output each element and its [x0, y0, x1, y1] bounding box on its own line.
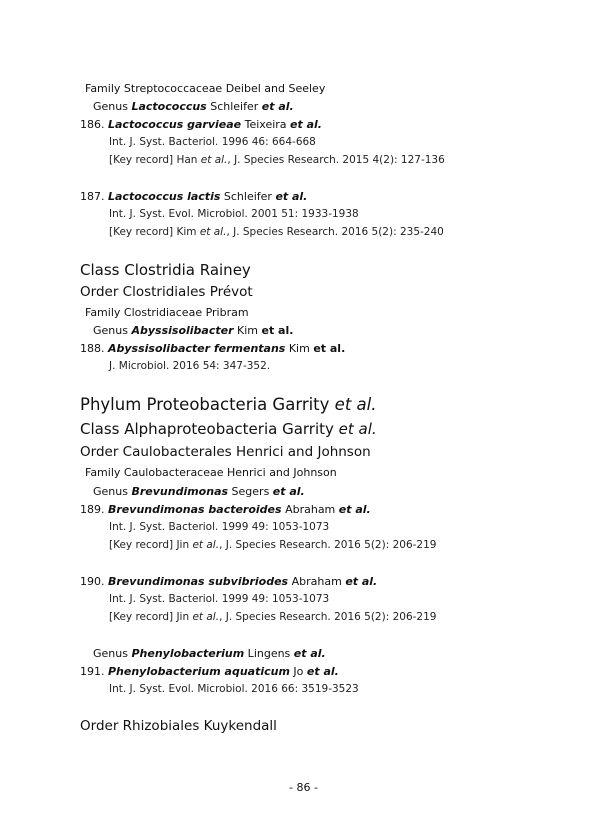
citation: Int. J. Syst. Bacteriol. 1999 49: 1053-1073	[109, 521, 330, 533]
genus-heading: Genus Phenylobacterium Lingens et al.	[93, 647, 326, 660]
genus-heading: Genus Abyssisolibacter Kim et al.	[93, 324, 294, 337]
species-entry: 191. Phenylobacterium aquaticum Jo et al.	[80, 665, 339, 678]
page-number: - 86 -	[289, 781, 318, 794]
key-record: [Key record] Jin et al., J. Species Research. 2016 5(2): 206-219	[109, 539, 437, 551]
class-heading: Class Alphaproteobacteria Garrity et al.	[80, 420, 377, 438]
species-entry: 188. Abyssisolibacter fermentans Kim et al.	[80, 342, 346, 355]
species-entry: 187. Lactococcus lactis Schleifer et al.	[80, 190, 308, 203]
key-record: [Key record] Han et al., J. Species Research. 2015 4(2): 127-136	[109, 154, 445, 166]
class-heading: Class Clostridia Rainey	[80, 261, 251, 279]
phylum-heading: Phylum Proteobacteria Garrity et al.	[80, 395, 377, 414]
genus-heading: Genus Brevundimonas Segers et al.	[93, 485, 305, 498]
genus-heading: Genus Lactococcus Schleifer et al.	[93, 100, 294, 113]
family-heading: Family Streptococcaceae Deibel and Seeley	[85, 82, 326, 95]
key-record: [Key record] Kim et al., J. Species Research. 2016 5(2): 235-240	[109, 226, 444, 238]
citation: J. Microbiol. 2016 54: 347-352.	[109, 360, 271, 372]
citation: Int. J. Syst. Bacteriol. 1999 49: 1053-1073	[109, 593, 330, 605]
species-entry: 189. Brevundimonas bacteroides Abraham et al.	[80, 503, 371, 516]
order-heading: Order Caulobacterales Henrici and Johnson	[80, 444, 371, 460]
family-heading: Family Clostridiaceae Pribram	[85, 306, 249, 319]
citation: Int. J. Syst. Evol. Microbiol. 2001 51: 1933-1938	[109, 208, 359, 220]
species-entry: 186. Lactococcus garvieae Teixeira et al.	[80, 118, 322, 131]
citation: Int. J. Syst. Bacteriol. 1996 46: 664-668	[109, 136, 316, 148]
order-heading: Order Rhizobiales Kuykendall	[80, 718, 277, 734]
family-heading: Family Caulobacteraceae Henrici and Johnson	[85, 466, 337, 479]
key-record: [Key record] Jin et al., J. Species Research. 2016 5(2): 206-219	[109, 611, 437, 623]
citation: Int. J. Syst. Evol. Microbiol. 2016 66: 3519-3523	[109, 683, 359, 695]
species-entry: 190. Brevundimonas subvibriodes Abraham et al.	[80, 575, 378, 588]
order-heading: Order Clostridiales Prévot	[80, 284, 253, 300]
